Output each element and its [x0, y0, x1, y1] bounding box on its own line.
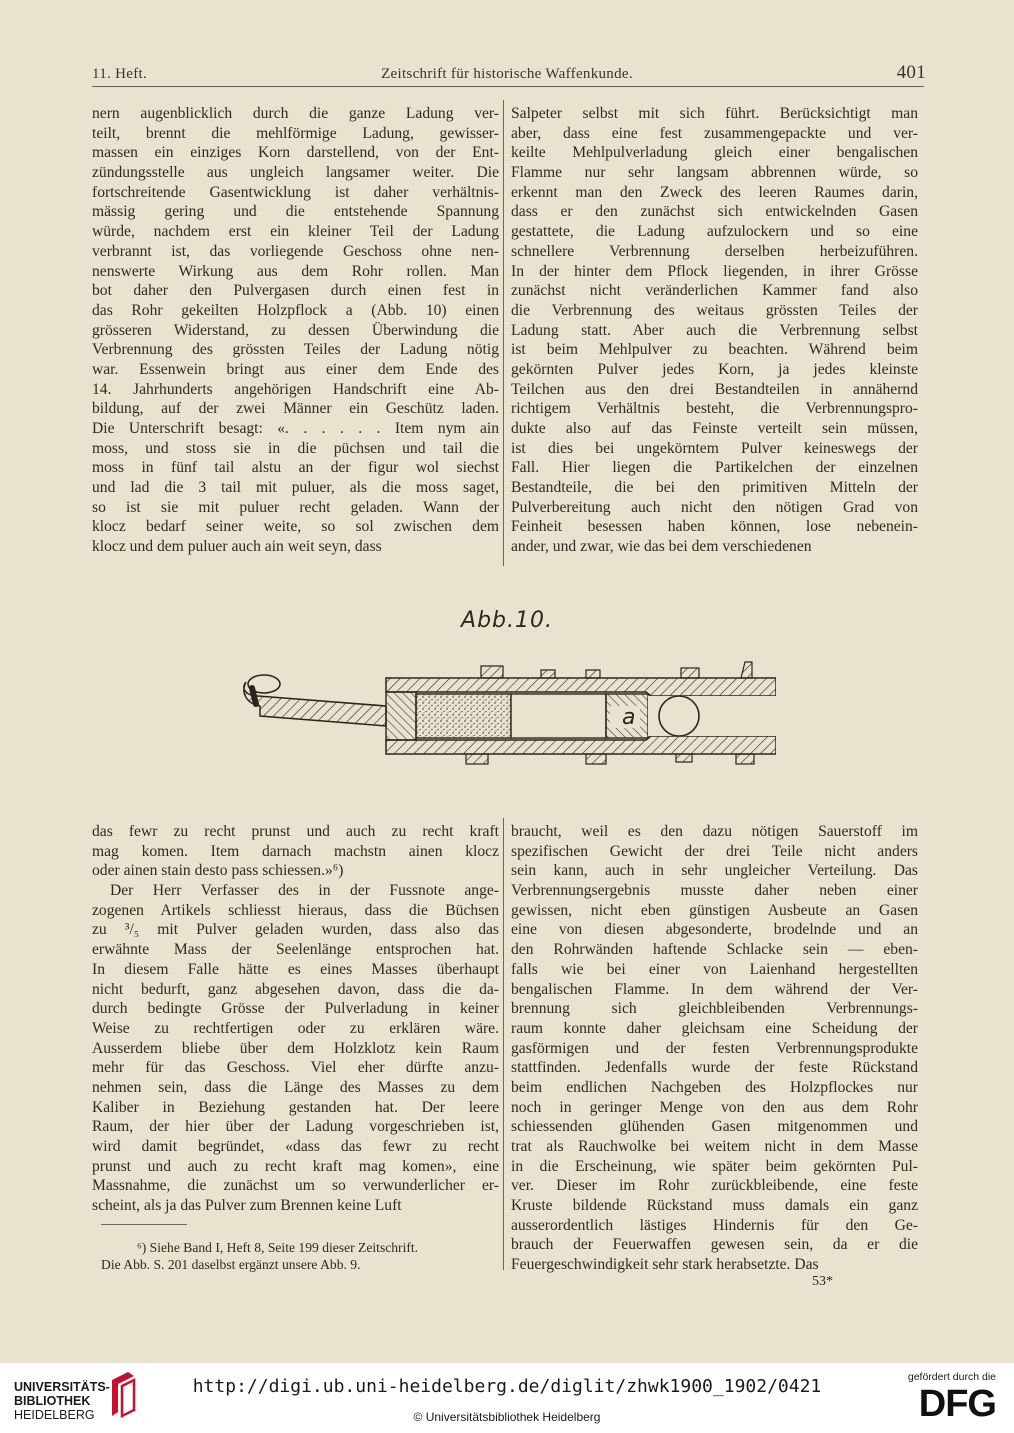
text-line: das fewr zu recht prunst und auch zu recht kraft: [92, 823, 499, 840]
text-line: Ausserdem bliebe über dem Holzklotz kein Raum: [92, 1039, 499, 1057]
text-line: bot daher den Pulvergasen durch einen fest in: [92, 282, 499, 300]
text-line: beim endlichen Nachgeben des Holzpflockes nur: [511, 1078, 918, 1096]
text-line: Salpeter selbst mit sich führt. Berücksichtigt man: [511, 105, 918, 122]
text-line: braucht, weil es den dazu nötigen Sauerstoff im: [511, 823, 918, 840]
text-line: wird damit begründet, «dass das fewr zu recht: [92, 1138, 499, 1155]
text-line: ander, und zwar, wie das bei dem verschiedenen: [511, 538, 812, 556]
column-divider-bottom: [503, 818, 504, 1270]
empty-chamber: [511, 694, 606, 738]
text-line: sein kann, auch in sehr ungleicher Verteilung. Das: [511, 862, 918, 880]
cannon-cross-section-figure: [236, 654, 776, 774]
library-name-line-1: UNIVERSITÄTS-: [14, 1380, 110, 1394]
text-line: mehr für das Geschoss. Viel eher dürfte anzu-: [92, 1059, 499, 1077]
text-line: war. Essenwein bringt aus einer dem Ende des: [92, 360, 499, 378]
library-name-line-2: BIBLIOTHEK: [14, 1394, 91, 1408]
text-line: gasförmigen und der festen Verbrennungsprodukte: [511, 1039, 918, 1057]
text-line: massen ein einziges Korn darstellend, von der Ent-: [92, 144, 499, 162]
text-line: nehmen sein, dass die Länge des Masses zu dem: [92, 1078, 499, 1096]
text-line: bengalischen Flamme. In dem während der Ver-: [511, 980, 918, 998]
cannonball: [659, 696, 699, 736]
text-line: eine von diesen abgesonderte, brodelnde und an: [511, 921, 918, 939]
text-line: Weise zu rechtfertigen oder zu erklären wäre.: [92, 1019, 499, 1037]
text-line: ausserordentlich lästiges Hindernis für den Ge-: [511, 1216, 918, 1234]
text-line: Massnahme, die zunächst um so verwunderlicher er-: [92, 1177, 499, 1195]
text-line: Die Unterschrift besagt: «. . . . . . Item nym ain: [92, 420, 499, 437]
running-head-left: 11. Heft.: [92, 66, 148, 82]
text-line: schnellere Verbrennung derselben herbeizuführen.: [511, 242, 918, 260]
text-line: nenswerte Wirkung aus dem Rohr rollen. Man: [92, 262, 499, 280]
text-line: gewissen, nicht eben günstigen Ausbeute an Gasen: [511, 901, 918, 919]
text-line: würde, nachdem erst ein kleiner Teil der Ladung: [92, 223, 499, 241]
text-line: brauch der Feuerwaffen gewesen sein, da er die: [511, 1236, 918, 1254]
text-line: mässig gering und die entstehende Spannung: [92, 203, 499, 221]
text-line: Teilchen aus den drei Bestandteilen in annähernd: [511, 380, 918, 398]
permalink-url[interactable]: http://digi.ub.uni-heidelberg.de/diglit/zhwk1900_1902/0421: [192, 1376, 822, 1397]
text-column-top-right: [511, 104, 918, 557]
footnote-rule: [101, 1224, 187, 1225]
text-line: Fall. Hier liegen die Partikelchen der einzelnen: [511, 459, 918, 477]
text-line: grösseren Widerstand, zu dessen Überwindung die: [92, 321, 499, 339]
library-name-line-3: HEIDELBERG: [14, 1408, 95, 1422]
text-line: moss, und stoss sie in die püchsen und tail die: [92, 439, 499, 457]
text-line: Raum, der hier über der Ladung vorgeschrieben ist,: [92, 1118, 499, 1136]
text-line: trat als Rauchwolke bei weitem nicht in dem Masse: [511, 1138, 918, 1155]
text-line: nicht bedurft, ganz abgesehen davon, dass die da-: [92, 980, 499, 998]
text-line: so ist sie mit puluer recht geladen. Wann der: [92, 498, 499, 516]
powder-charge: [416, 694, 511, 738]
barrel-wall-bottom: [386, 736, 776, 754]
text-line: fortschreitende Gasentwicklung ist daher verhältnis-: [92, 183, 499, 201]
text-line: oder ainen stain desto pass schiessen.»⁶): [92, 862, 344, 880]
text-line: ist dies bei ungekörntem Pulver keineswegs der: [511, 439, 918, 457]
text-line: dass er den zunächst sich entwickelnden Gasen: [511, 203, 918, 221]
page-number: 401: [896, 62, 926, 83]
text-line: Kruste bildende Rückstand muss damals ein ganz: [511, 1197, 918, 1215]
text-line: und lad die 3 tail mit puluer, als die moss saget,: [92, 479, 499, 497]
text-line: zogenen Artikels schliesst hieraus, dass die Büchsen: [92, 901, 499, 919]
text-line: In der hinter dem Pflock liegenden, in ihrer Grösse: [511, 262, 918, 280]
text-line: brennung sich gleichbleibenden Verbrennungs-: [511, 1000, 918, 1018]
text-line: moss in fünf tail alstu an der figur wol siechst: [92, 459, 499, 477]
text-line: Feuergeschwindigkeit sehr stark herabsetzte. Das: [511, 1256, 819, 1274]
text-line: richtigem Verhältnis besteht, die Verbrennungspro-: [511, 400, 918, 418]
text-line: durch bedingte Grösse der Pulverladung in keiner: [92, 1000, 499, 1018]
text-line: gekörnten Pulver jedes Korn, ja jedes kleinste: [511, 360, 918, 378]
text-line: Feinheit besessen haben können, lose nebenein-: [511, 518, 918, 536]
text-line: dukte also auf das Feinste verteilt sein müssen,: [511, 420, 918, 437]
text-line: Pulverbereitung auch nicht den nötigen Grad von: [511, 498, 918, 516]
text-line: den Rohrwänden haftende Schlacke sein — eben-: [511, 941, 918, 959]
text-line: verbrannt ist, das vorliegende Geschoss ohne nen-: [92, 242, 499, 260]
text-line: spezifischen Gewicht der drei Teile nicht anders: [511, 842, 918, 860]
funding-caption: gefördert durch die: [907, 1371, 996, 1383]
text-line: raum konnte daher gleichsam eine Scheidung der: [511, 1019, 918, 1037]
text-line: das Rohr gekeilten Holzpflock a (Abb. 10) einen: [92, 301, 499, 319]
text-line: keilte Mehlpulverladung gleich einer bengalischen: [511, 144, 918, 162]
text-column-top-left: [92, 104, 499, 557]
text-line: falls wie bei einer von Laienhand hergestellten: [511, 960, 918, 978]
text-line: Flamme nur sehr langsam abbrennen würde, so: [511, 164, 918, 182]
printer-signature: 53*: [812, 1274, 833, 1289]
dfg-logo: DFG: [918, 1383, 996, 1425]
breech-plug: [386, 692, 416, 740]
text-line: zunächst nicht veränderlichen Kammer fand also: [511, 282, 918, 300]
text-line: nern augenblicklich durch die ganze Ladung ver-: [92, 105, 499, 122]
text-column-bottom-right: [511, 822, 918, 1275]
text-line: klocz und dem puluer auch ain weit seyn, dass: [92, 538, 382, 556]
text-line: Verbrennung des grössten Teiles der Ladung nötig: [92, 341, 499, 359]
text-line: die Verbrennung des weitaus grössten Teiles der: [511, 301, 918, 319]
text-line: zu ³/₅ mit Pulver geladen wurden, dass also das: [92, 921, 499, 939]
running-head-title: Zeitschrift für historische Waffenkunde.: [381, 66, 633, 82]
text-line: Kaliber in Beziehung gestanden hat. Der leere: [92, 1098, 499, 1116]
text-line: Der Herr Verfasser des in der Fussnote ange-: [110, 882, 499, 900]
text-line: bildung, auf der zwei Männer ein Geschütz laden.: [92, 400, 499, 418]
text-line: stattfinden. Jedenfalls wurde der feste Rückstand: [511, 1059, 918, 1077]
column-divider-top: [503, 100, 504, 566]
text-line: teilt, brennt die mehlförmige Ladung, gewisser-: [92, 124, 499, 142]
label-a: a: [622, 705, 636, 730]
text-line: erwähnte Mass der Seelenlänge entsprochen hat.: [92, 941, 499, 959]
text-line: ist beim Mehlpulver zu beachten. Während beim: [511, 341, 918, 359]
text-line: Ladung statt. Aber auch die Verbrennung selbst: [511, 321, 918, 339]
text-line: erkennt man den Zweck des leeren Raumes darin,: [511, 183, 918, 201]
text-line: ver. Dieser im Rohr zurückbleibende, eine feste: [511, 1177, 918, 1195]
text-line: In diesem Falle hätte es eines Masses überhaupt: [92, 960, 499, 978]
footnote-line-2: Die Abb. S. 201 daselbst ergänzt unsere Abb. 9.: [101, 1257, 361, 1272]
text-line: gestattete, die Ladung aufzulockern und so eine: [511, 223, 918, 241]
text-line: aber, dass eine fest zusammengepackte und ver-: [511, 124, 918, 142]
barrel-wall-top: [386, 678, 776, 696]
copyright-notice: © Universitätsbibliothek Heidelberg: [413, 1410, 601, 1424]
text-line: zündungsstelle aus ungleich langsamer weiter. Die: [92, 164, 499, 182]
tiller-handle: [244, 675, 386, 726]
text-line: Bestandteile, die bei den primitiven Mitteln der: [511, 479, 918, 497]
text-column-bottom-left: [92, 822, 499, 1216]
text-line: Verbrennungsergebnis musste daher neben einer: [511, 882, 918, 900]
text-line: schiessenden glühenden Gasen mitgenommen und: [511, 1118, 918, 1136]
text-line: noch in geringer Menge von den aus dem Rohr: [511, 1098, 918, 1116]
text-line: 14. Jahrhunderts angehörigen Handschrift eine Ab-: [92, 380, 499, 398]
figure-title: Abb.10.: [461, 608, 553, 633]
text-line: mag komen. Item darnach machstn ainen klocz: [92, 842, 499, 860]
text-line: prunst und auch zu recht kraft mag komen», eine: [92, 1157, 499, 1175]
text-line: in die Erscheinung, wie später beim gekörnten Pul-: [511, 1157, 918, 1175]
text-line: klocz bedarf seiner weite, so sol zwischen dem: [92, 518, 499, 536]
footnote-line-1: ⁶) Siehe Band I, Heft 8, Seite 199 dieser Zeitschrift.: [137, 1240, 419, 1255]
header-rule: [92, 86, 924, 87]
text-line: scheint, als ja das Pulver zum Brennen keine Luft: [92, 1197, 402, 1215]
